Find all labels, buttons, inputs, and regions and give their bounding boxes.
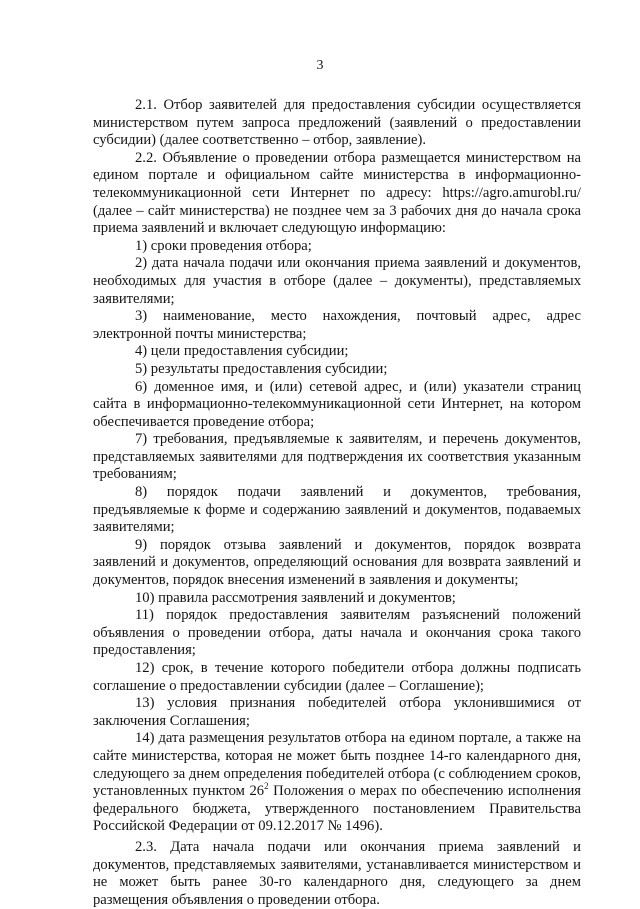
list-item-4: 4) цели предоставления субсидии; — [135, 343, 349, 360]
list-item-14-superscript: 2 — [264, 781, 269, 792]
list-item-11: 11) порядок предоставления заявителям разъяснений положений объявления о проведении отбора, даты начала и окончания срока такого предоставления; — [93, 607, 581, 659]
page-number: 3 — [316, 58, 324, 73]
list-item-14-text-a: 14) дата размещения результатов отбора на едином портале, а также на сайте министерства, которая не может быть позднее 14-го календарного дня, следующего за днем определения победителей отбора (с соблюдением сроков, установленных пунктом 26 — [93, 730, 581, 800]
paragraph-2-1: 2.1. Отбор заявителей для предоставления субсидии осуществляется министерством путем запроса предложений (заявлений о предоставлении субсидии) (далее соответственно – отбор, заявление). — [93, 97, 581, 149]
list-item-6: 6) доменное имя, и (или) сетевой адрес, и (или) указатели страниц сайта в информационно-телекоммуникационной сети Интернет, на котором обеспечивается проведение отбора; — [93, 378, 581, 430]
list-item-13: 13) условия признания победителей отбора уклонившимися от заключения Соглашения; — [93, 695, 581, 729]
list-item-12: 12) срок, в течение которого победители отбора должны подписать соглашение о предоставлении субсидии (далее – Соглашение); — [93, 660, 581, 694]
list-item-14 — [93, 730, 581, 836]
list-item-1: 1) сроки проведения отбора; — [135, 237, 312, 254]
list-item-2: 2) дата начала подачи или окончания приема заявлений и документов, необходимых для участия в отборе (далее – документы), представляемых заявителями; — [93, 255, 581, 307]
list-item-3: 3) наименование, место нахождения, почтовый адрес, адрес электронной почты министерства; — [93, 308, 581, 342]
paragraph-2-3: 2.3. Дата начала подачи или окончания приема заявлений и документов, представляемых заявителями, устанавливается министерством и не может быть ранее 30-го календарного дня, следующего за днем размещения объявления о проведении отбора. — [93, 838, 581, 908]
list-item-7: 7) требования, предъявляемые к заявителям, и перечень документов, представляемых заявителями для подтверждения их соответствия указанным требованиям; — [93, 431, 581, 483]
list-item-10: 10) правила рассмотрения заявлений и документов; — [135, 589, 456, 606]
document-body — [93, 97, 581, 909]
list-item-9: 9) порядок отзыва заявлений и документов, порядок возврата заявлений и документов, определяющий основания для возврата заявлений и документов, порядок внесения изменений в заявления и документы; — [93, 536, 581, 589]
paragraph-2-2: 2.2. Объявление о проведении отбора размещается министерством на едином портале и официальном сайте министерства в информационно-телекоммуникационной сети Интернет по адресу: https://agro.amurobl.ru/ (далее – сайт министерства) не позднее чем за 3 рабочих дня до начала срока приема заявлений и включает следующую информацию: — [93, 149, 581, 237]
list-item-14-text-b: Положения о мерах по обеспечению исполнения федерального бюджета, утвержденного постановлением Правительства Российской Федерации от 09.12.2017 № 1496). — [93, 783, 581, 835]
list-item-5: 5) результаты предоставления субсидии; — [135, 360, 388, 377]
list-item-8: 8) порядок подачи заявлений и документов, требования, предъявляемые к форме и содержанию заявлений и документов, подаваемых заявителями; — [93, 484, 581, 536]
